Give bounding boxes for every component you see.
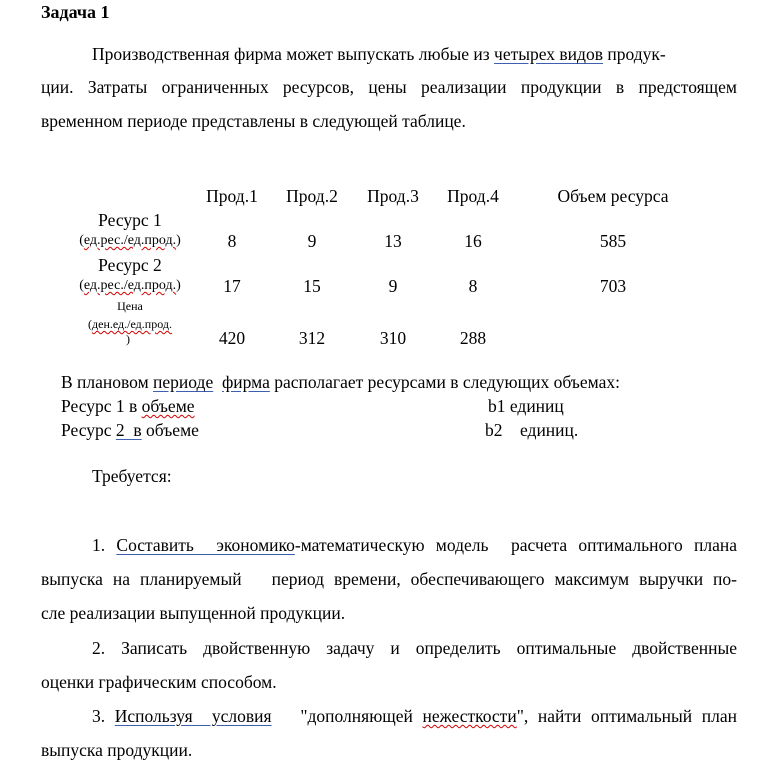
- header-prod4: Прод.4: [447, 186, 499, 206]
- header-prod2: Прод.2: [286, 186, 338, 206]
- task2-line-2: оценки графическим способом.: [41, 672, 277, 692]
- row2-prod2: 15: [303, 276, 321, 296]
- row1-volume: 585: [599, 231, 627, 251]
- resource1-line: Ресурс 1 в объеме: [61, 396, 195, 416]
- row1-prod1: 8: [227, 231, 237, 251]
- row3-prod1: 420: [218, 328, 246, 348]
- header-prod3: Прод.3: [367, 186, 419, 206]
- intro-line-1: Производственная фирма может выпускать любые из четырех видов продук-: [92, 44, 666, 64]
- required-heading: Требуется:: [92, 466, 172, 486]
- task3-line-2: выпуска продукции.: [41, 740, 193, 760]
- row3-unit: (ден.ед./ед.прод.: [88, 317, 172, 331]
- task1-line-3: сле реализации выпущенной продукции.: [41, 603, 346, 623]
- resource1-value: b1 единиц: [488, 396, 564, 416]
- row3-prod2: 312: [298, 328, 326, 348]
- row1-prod2: 9: [307, 231, 317, 251]
- row1-label: Ресурс 1: [98, 210, 162, 230]
- intro-line-2: ции. Затраты ограниченных ресурсов, цены реализации продукции в предстоящем: [41, 77, 737, 97]
- underlined-phrase: четырех видов: [494, 44, 603, 64]
- intro-line-3: временном периоде представлены в следующей таблице.: [41, 111, 466, 131]
- row3-prod4: 288: [459, 328, 487, 348]
- task1-line-1: 1. Составить экономико-математическую модель расчета оптимального плана: [92, 535, 737, 555]
- header-volume: Объем ресурса: [557, 186, 669, 206]
- task1-line-2: выпуска на планируемый период времени, обеспечивающего максимум выручки по-: [41, 569, 737, 589]
- row3-unit-close: ): [126, 332, 130, 346]
- row2-volume: 703: [599, 276, 627, 296]
- header-prod1: Прод.1: [206, 186, 258, 206]
- resource2-line: Ресурс 2 в объеме: [61, 420, 199, 440]
- resource2-value: b2 единиц.: [485, 420, 579, 440]
- row3-label: Цена: [117, 299, 143, 313]
- row3-prod3: 310: [379, 328, 407, 348]
- row1-prod3: 13: [384, 231, 402, 251]
- task3-line-1: 3. Используя условия "дополняющей нежесткости", найти оптимальный план: [92, 706, 737, 726]
- row2-prod4: 8: [468, 276, 478, 296]
- plan-intro: В плановом периоде фирма располагает ресурсами в следующих объемах:: [61, 372, 620, 392]
- row2-label: Ресурс 2: [98, 255, 162, 275]
- row2-prod1: 17: [223, 276, 241, 296]
- row1-unit: (ед.рес./ед.прод.): [79, 233, 181, 248]
- row2-prod3: 9: [388, 276, 398, 296]
- task2-line-1: 2. Записать двойственную задачу и определить оптимальные двойственные: [92, 638, 737, 658]
- row2-unit: (ед.рес./ед.прод.): [79, 278, 181, 293]
- task-title: Задача 1: [41, 2, 110, 22]
- row1-prod4: 16: [464, 231, 482, 251]
